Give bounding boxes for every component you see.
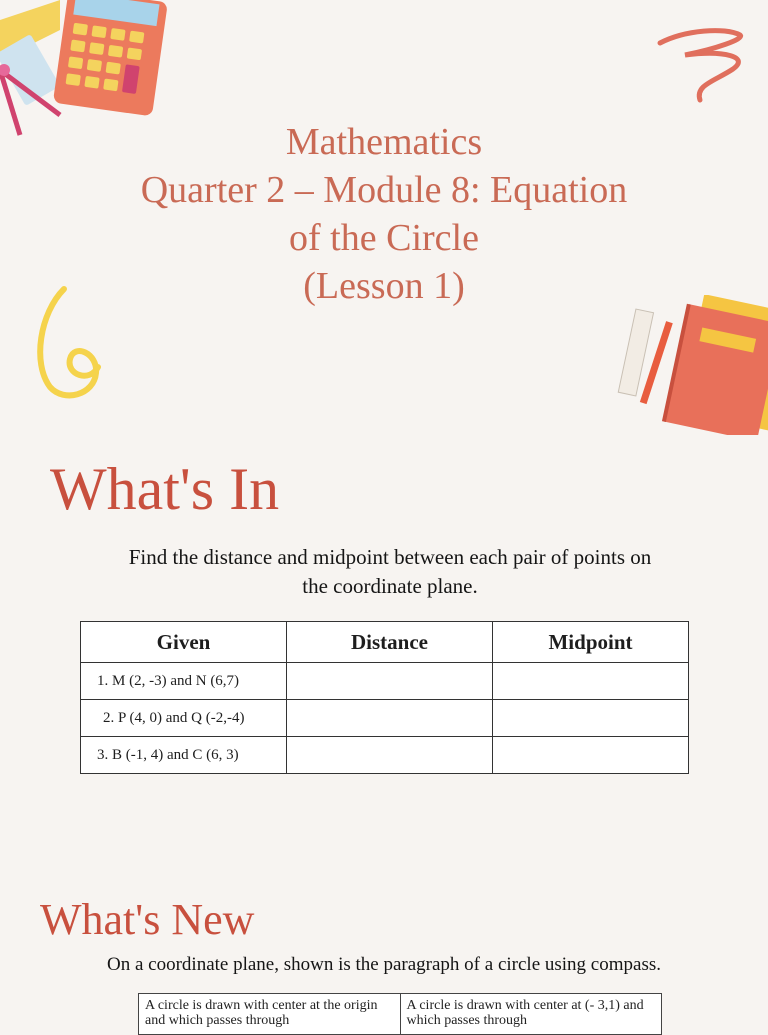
distance-cell[interactable] bbox=[287, 700, 493, 737]
whats-new-text: On a coordinate plane, shown is the paragraph of a circle using compass. bbox=[107, 954, 661, 975]
given-cell: 2. P (4, 0) and Q (-2,-4) bbox=[81, 700, 287, 737]
table-row bbox=[81, 663, 689, 700]
whats-new-heading: What's New bbox=[40, 895, 255, 944]
title-line: Mathematics bbox=[285, 121, 483, 163]
table-row bbox=[81, 737, 689, 774]
whats-in-instructions: Find the distance and midpoint between each pair of points on the coordinate plane. bbox=[128, 545, 652, 598]
given-cell: 1. M (2, -3) and N (6,7) bbox=[81, 663, 287, 700]
title-line: of the Circle bbox=[289, 217, 479, 259]
distance-midpoint-table bbox=[80, 621, 689, 774]
midpoint-cell[interactable] bbox=[493, 663, 689, 700]
header-midpoint: Midpoint bbox=[493, 622, 689, 663]
title-line: (Lesson 1) bbox=[303, 265, 465, 307]
whats-in-heading: What's In bbox=[50, 456, 280, 522]
header-given: Given bbox=[81, 622, 287, 663]
table-row bbox=[81, 700, 689, 737]
title-line: Quarter 2 – Module 8: Equation bbox=[140, 169, 628, 211]
midpoint-cell[interactable] bbox=[493, 737, 689, 774]
midpoint-cell[interactable] bbox=[493, 700, 689, 737]
distance-cell[interactable] bbox=[287, 663, 493, 700]
snippet-cell-origin: A circle is drawn with center at the origin and which passes through bbox=[145, 998, 378, 1028]
distance-cell[interactable] bbox=[287, 737, 493, 774]
title-block bbox=[84, 118, 684, 310]
given-cell: 3. B (-1, 4) and C (6, 3) bbox=[81, 737, 287, 774]
book-icon bbox=[615, 295, 768, 435]
header-distance: Distance bbox=[287, 622, 493, 663]
squiggle-icon bbox=[655, 25, 750, 105]
snippet-cell-center: A circle is drawn with center at (- 3,1) and which passes through bbox=[400, 994, 662, 1034]
circle-description-snippet bbox=[138, 993, 662, 1035]
